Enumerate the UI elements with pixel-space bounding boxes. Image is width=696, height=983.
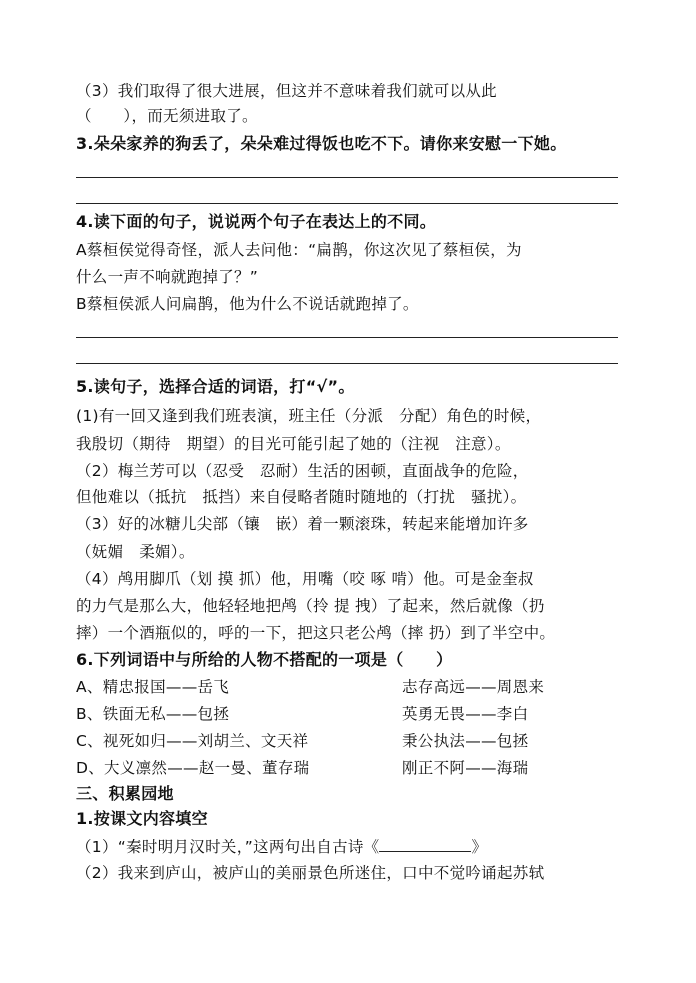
q6-option-d-left: D、大义凛然——赵一曼、董存瑞 (76, 759, 310, 777)
q4-sentence-b: B蔡桓侯派人问扁鹊，他为什么不说话就跑掉了。 (76, 295, 419, 313)
fill-in-item1-close: 》 (471, 838, 488, 856)
fill-in-heading: 1.按课文内容填空 (76, 809, 208, 828)
q6-option-b-left: B、铁面无私——包拯 (76, 705, 230, 723)
q2-item3-line2: （ ），而无须进取了。 (76, 107, 258, 125)
fill-in-item1-text: （1）“秦时明月汉时关，”这两句出自古诗《 (76, 838, 380, 856)
blank-underline (379, 836, 471, 852)
q5-item1-line1: (1)有一回又逢到我们班表演，班主任（分派 分配）角色的时候， (76, 407, 542, 425)
q5-item2-line2: 但他难以（抵抗 抵挡）来自侵略者随时随地的（打扰 骚扰）。 (76, 488, 527, 506)
q6-option-c-left: C、视死如归——刘胡兰、文天祥 (76, 732, 309, 750)
q6-option-a-left: A、精忠报国——岳飞 (76, 678, 230, 696)
q6-option-d-right: 刚正不阿——海瑞 (402, 759, 529, 777)
q6-heading: 6.下列词语中与所给的人物不搭配的一项是（ ） (76, 650, 453, 669)
q5-item3-line2: （妩媚 柔媚）。 (76, 543, 195, 561)
answer-line (76, 203, 618, 204)
q5-item3-line1: （3）好的冰糖儿尖部（镶 嵌）着一颗滚珠，转起来能增加许多 (76, 515, 529, 533)
q6-option-b-right: 英勇无畏——李白 (402, 705, 529, 723)
section-3-heading: 三、积累园地 (76, 784, 174, 803)
q6-option-c-right: 秉公执法——包拯 (402, 732, 529, 750)
answer-line (76, 337, 618, 338)
fill-in-item2: （2）我来到庐山，被庐山的美丽景色所迷住，口中不觉吟诵起苏轼 (76, 864, 545, 882)
q4-sentence-a-line2: 什么一声不响就跑掉了？” (76, 268, 259, 286)
answer-line (76, 363, 618, 364)
q4-heading: 4.读下面的句子，说说两个句子在表达上的不同。 (76, 212, 437, 231)
q4-sentence-a-line1: A蔡桓侯觉得奇怪，派人去问他：“扁鹊，你这次见了蔡桓侯，为 (76, 241, 522, 259)
answer-line (76, 177, 618, 178)
q5-item2-line1: （2）梅兰芳可以（忍受 忍耐）生活的困顿，直面战争的危险， (76, 462, 529, 480)
q5-item4-line1: （4）鸬用脚爪（划 摸 抓）他，用嘴（咬 啄 啃）他。可是金奎叔 (76, 570, 534, 588)
q5-item4-line3: 摔）一个酒瓶似的，呼的一下，把这只老公鸬（摔 扔）到了半空中。 (76, 624, 556, 642)
q3-heading: 3.朵朵家养的狗丢了，朵朵难过得饭也吃不下。请你来安慰一下她。 (76, 134, 567, 153)
q5-heading: 5.读句子，选择合适的词语，打“√”。 (76, 377, 355, 396)
q6-option-a-right: 志存高远——周恩来 (402, 678, 545, 696)
q2-item3-line1: （3）我们取得了很大进展，但这并不意味着我们就可以从此 (76, 82, 497, 100)
fill-in-item1 (76, 836, 487, 857)
q5-item4-line2: 的力气是那么大，他轻轻地把鸬（拎 提 拽）了起来，然后就像（扔 (76, 597, 545, 615)
q5-item1-line2: 我殷切（期待 期望）的目光可能引起了她的（注视 注意）。 (76, 435, 511, 453)
